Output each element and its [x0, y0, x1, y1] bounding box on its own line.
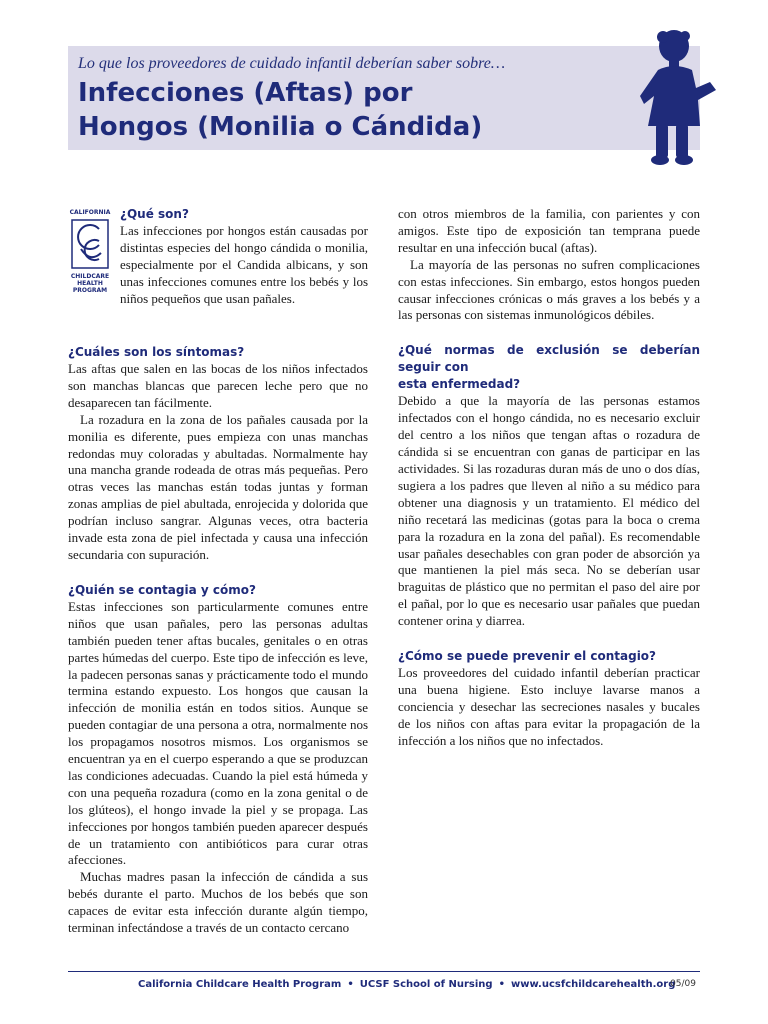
right-column — [398, 206, 700, 750]
heading-que-son: ¿Qué son? — [120, 207, 189, 221]
que-son-text: Las infecciones por hongos están causadas por distintas especies del hongo cándida o monilia, especialmente por el Candida albicans, y son unas infecciones comunes entre los bebés y los niños pequeños que usan pañales. — [120, 223, 368, 306]
heading-sintomas: ¿Cuáles son los síntomas? — [68, 345, 245, 359]
footer-rule — [68, 971, 700, 972]
contagia-text-4: La mayoría de las personas no sufren complicaciones con estas infecciones. Sin embargo, estos hongos pueden causar infecciones crónicas o más graves a los bebés y a las personas con sistemas inmunológicos débiles. — [398, 256, 700, 323]
heading-contagia: ¿Quién se contagia y cómo? — [68, 582, 256, 597]
title-line-2: Hongos (Monilia o Cándida) — [78, 112, 483, 142]
heading-prevenir: ¿Cómo se puede prevenir el contagio? — [398, 649, 657, 664]
child-silhouette-icon — [640, 26, 720, 168]
prevenir-text: Los proveedores del cuidado infantil deberían practicar una buena higiene. Esto incluye lavarse manos a conciencia y desechar las secreciones nasales y bucales de los niños con aftas para evitar la propagación de la infección a los niños que no infectados. — [398, 665, 700, 748]
logo-top-text: CALIFORNIA — [69, 209, 111, 216]
heading-exclusion — [398, 342, 700, 393]
bullet-icon: • — [498, 979, 505, 990]
logo-text-3: PROGRAM — [72, 287, 108, 294]
heading-exclusion-line-1: ¿Qué normas de exclusión se deberían seguir con — [398, 343, 700, 375]
exclusion-text: Debido a que la mayoría de las personas estamos infectados con el hongo cándida, no es necesario excluir del centro a los niños que tengan aftas o rozadura de cándida si se encuentran con ganas de participar en las actividades. Si las rozaduras duran más de uno o dos días, sugiera a los padres que lleven al niño a su médico para obtener una diagnosis y un tratamiento. El médico del niño recetará las medicinas (gotas para la boca o crema para la rozadura en la zona del pañal). Es recomendable usar pañales desechables con gran poder de absorción ya que mantienen la piel más seca. No se deberían usar braguitas de plástico que no permitan el paso del aire por el pañal, por lo que es necesario usar pañales que puedan contener orina y diarrea. — [398, 393, 700, 629]
cchp-emblem-icon — [71, 219, 109, 269]
left-column — [68, 344, 368, 937]
contagia-text-1: Estas infecciones son particularmente comunes entre niños que usan pañales, pero las personas adultas también pueden tener aftas bucales, genitales o en otras partes húmedas del cuerpo. Este tipo de infección es leve, la padecen personas sanas y prácticamente todo el mundo termina estando expuesto. Los hongos que causan la infección de monilia están en todos sitios. Aunque se pueden contagiar de una persona a otra, normalmente nos los propagamos nosotros mismos. Los organismos se encuentran ya en el cuerpo esperando a que se produzcan las condiciones adecuadas. Cuando la piel está húmeda y con una pequeña rozadura (como en la zona genital o de los glúteos), el hongo invade la piel y se propaga. Las infecciones por hongos también pueden aparecer después de un tratamiento con antibióticos para curar otras afecciones. — [68, 598, 368, 868]
footer-school: UCSF School of Nursing — [359, 979, 493, 990]
logo-text-1: CHILDCARE — [70, 273, 110, 280]
footer-url[interactable]: www.ucsfchildcarehealth.org — [510, 979, 676, 990]
bullet-icon: • — [347, 979, 354, 990]
cchp-logo — [68, 209, 112, 294]
sintomas-text-2: La rozadura en la zona de los pañales causada por la monilia es diferente, pues empieza con unas manchas redondas muy coloradas y abultadas. Normalmente hay una mancha grande rodeada de otras más pequeñas. Pero otras veces las manchas están todas juntas y forman zonas amplias de piel abultada, enrojecida y dolorida que podrían incluso sangrar. Algunas veces, otra bacteria invade esta zona de piel infectada y causa una infección secundaria con supuración. — [68, 411, 368, 562]
heading-exclusion-line-2: esta enfermedad? — [398, 377, 521, 392]
header-subtitle: Lo que los proveedores de cuidado infantil deberían saber sobre… — [78, 55, 506, 72]
footer-org: California Childcare Health Program — [138, 979, 342, 990]
contagia-text-3: con otros miembros de la familia, con parientes y con amigos. Este tipo de exposición tan temprana puede resultar en una infección bucal (aftas). — [398, 206, 700, 255]
logo-text-2: HEALTH — [77, 280, 103, 287]
footer-date: 05/09 — [670, 979, 696, 989]
page-title — [78, 76, 482, 144]
section-que-son — [120, 206, 368, 308]
title-line-1: Infecciones (Aftas) por — [78, 78, 413, 108]
contagia-text-2: Muchas madres pasan la infección de cándida a sus bebés durante el parto. Muchos de los bebés que son capaces de evitar esta infección durante algún tiempo, terminan infectándose a través de un contacto cercano — [68, 869, 368, 936]
sintomas-text-1: Las aftas que salen en las bocas de los niños infectados son manchas blancas que parecen leche pero que no desaparecen tan fácilmente. — [68, 361, 368, 410]
